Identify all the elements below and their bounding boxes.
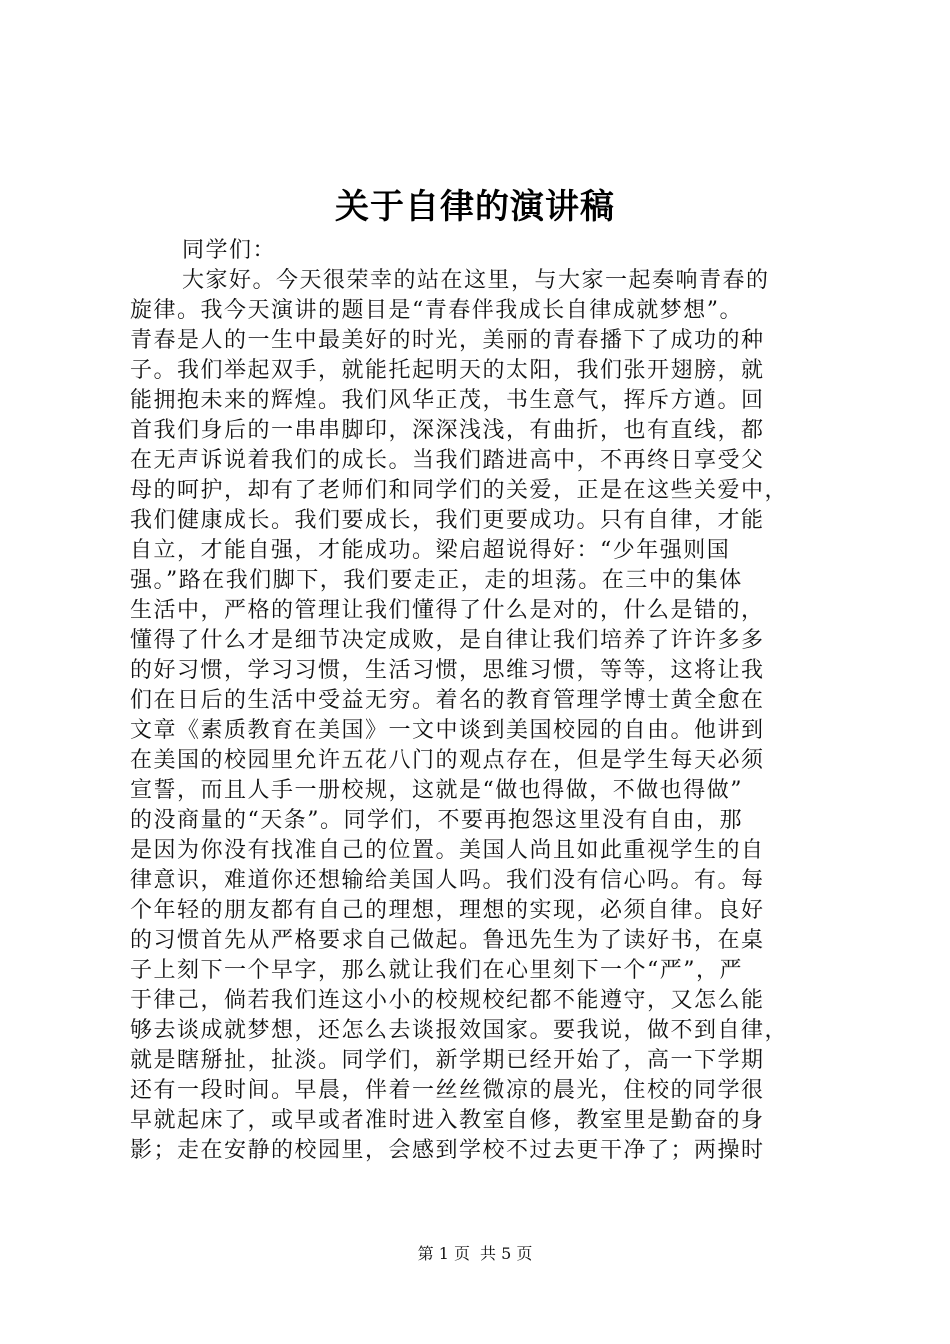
body-line: 的没商量的“天条”。同学们，不要再抱怨这里没有自由，那: [130, 808, 743, 833]
body-line: 宣誓，而且人手一册校规，这就是“做也得做，不做也得做”: [130, 778, 743, 803]
page-number: 第 1 页: [417, 1244, 470, 1263]
body-line: 们在日后的生活中受益无穷。着名的教育管理学博士黄全愈在: [130, 688, 765, 713]
body-line: 自立，才能自强，才能成功。梁启超说得好：“少年强则国: [130, 538, 731, 563]
body-line: 子。我们举起双手，就能托起明天的太阳，我们张开翅膀，就: [130, 358, 765, 383]
body-line: 旋律。我今天演讲的题目是“青春伴我成长自律成就梦想”。: [130, 298, 743, 323]
body-line: 强。”路在我们脚下，我们要走正，走的坦荡。在三中的集体: [130, 568, 743, 593]
greeting-line: 同学们：: [182, 238, 277, 263]
body-line: 我们健康成长。我们要成长，我们更要成功。只有自律，才能: [130, 508, 765, 533]
document-title: 关于自律的演讲稿: [335, 187, 615, 227]
body-line: 影；走在安静的校园里，会感到学校不过去更干净了；两操时: [130, 1138, 765, 1163]
body-line: 首我们身后的一串串脚印，深深浅浅，有曲折，也有直线，都: [130, 418, 765, 443]
body-line: 在美国的校园里允许五花八门的观点存在，但是学生每天必须: [130, 748, 765, 773]
body-line: 生活中，严格的管理让我们懂得了什么是对的，什么是错的，: [130, 598, 765, 623]
body-line: 是因为你没有找准自己的位置。美国人尚且如此重视学生的自: [130, 838, 765, 863]
body-line: 律意识，难道你还想输给美国人吗。我们没有信心吗。有。每: [130, 868, 765, 893]
body-line: 于律己，倘若我们连这小小的校规校纪都不能遵守，又怎么能: [130, 988, 765, 1013]
body-line: 够去谈成就梦想，还怎么去谈报效国家。要我说，做不到自律，: [130, 1018, 789, 1043]
document-body: [130, 236, 842, 1166]
page-total: 共 5 页: [480, 1244, 533, 1263]
body-line: 的习惯首先从严格要求自己做起。鲁迅先生为了读好书，在桌: [130, 928, 765, 953]
body-line: 个年轻的朋友都有自己的理想，理想的实现，必须自律。良好: [130, 898, 765, 923]
body-line: 早就起床了，或早或者准时进入教室自修，教室里是勤奋的身: [130, 1108, 765, 1133]
body-line: 就是瞎掰扯，扯淡。同学们，新学期已经开始了，高一下学期: [130, 1048, 765, 1073]
body-line: 文章《素质教育在美国》一文中谈到美国校园的自由。他讲到: [130, 718, 765, 743]
body-line: 的好习惯，学习习惯，生活习惯，思维习惯，等等，这将让我: [130, 658, 765, 683]
body-line: 青春是人的一生中最美好的时光，美丽的青春播下了成功的种: [130, 328, 765, 353]
body-line: 能拥抱未来的辉煌。我们风华正茂，书生意气，挥斥方遒。回: [130, 388, 765, 413]
body-line: 大家好。今天很荣幸的站在这里，与大家一起奏响青春的: [182, 268, 770, 293]
body-line: 在无声诉说着我们的成长。当我们踏进高中，不再终日享受父: [130, 448, 765, 473]
body-line: 母的呵护，却有了老师们和同学们的关爱，正是在这些关爱中，: [130, 478, 789, 503]
body-line: 懂得了什么才是细节决定成败，是自律让我们培养了许许多多: [130, 628, 765, 653]
page-footer: [0, 1243, 950, 1265]
body-line: 子上刻下一个早字，那么就让我们在心里刻下一个“严”，严: [130, 958, 743, 983]
body-line: 还有一段时间。早晨，伴着一丝丝微凉的晨光，住校的同学很: [130, 1078, 765, 1103]
